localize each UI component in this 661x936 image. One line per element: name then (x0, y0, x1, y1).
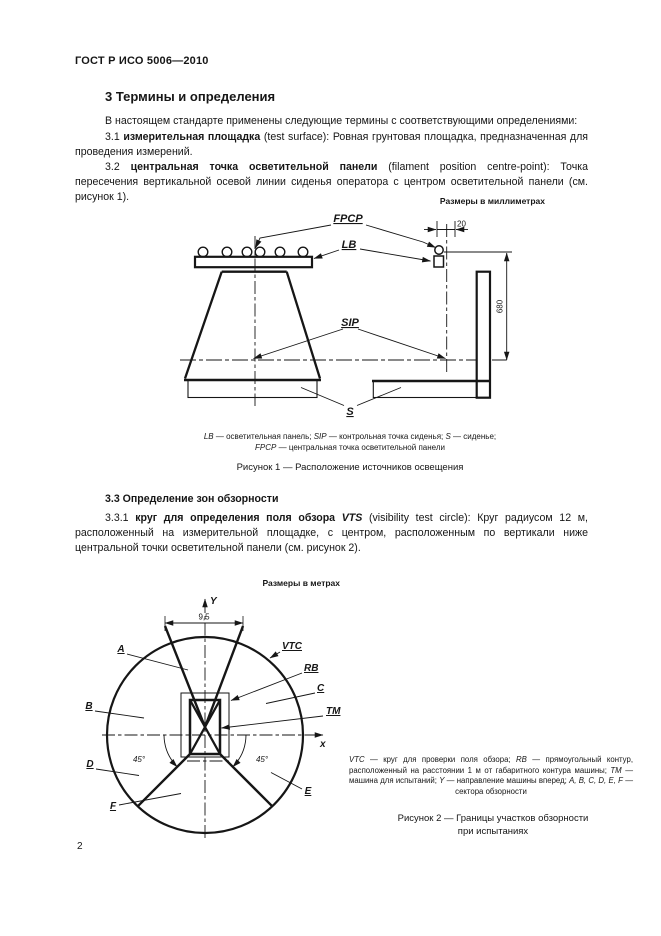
dimension-20 (424, 220, 468, 238)
fig2-units-note: Размеры в метрах (262, 578, 340, 588)
fig1-caption: Рисунок 1 — Расположение источников освещения (236, 462, 464, 473)
vtc-leader (270, 652, 280, 658)
tm-leader (222, 716, 324, 728)
sector-c-leader (266, 693, 315, 704)
fig2-caption-line1: Рисунок 2 — Границы участков обзорности (397, 813, 589, 824)
section-heading: 3 Термины и определения (105, 89, 276, 104)
fig1-legend-line2 (140, 442, 560, 453)
figure-2-drawing (70, 572, 360, 852)
fig1-legend-line1 (140, 431, 560, 442)
angle-arc-right (233, 735, 246, 767)
s-label: S (346, 406, 354, 418)
lamp-circles (198, 247, 308, 257)
legend-text: — машина для испытаний; (349, 765, 633, 785)
legend-code: FPCP (255, 443, 277, 452)
sip-leader-right (358, 329, 446, 359)
filament-point (434, 246, 444, 267)
legend-text: — сектора обзорности (455, 776, 633, 796)
fig2-caption (351, 812, 635, 838)
sector-d-leader (96, 769, 139, 776)
tm-label: TM (326, 706, 341, 717)
x-axis-label: x (320, 739, 326, 750)
fpcp-label: FPCP (333, 213, 363, 225)
sector-b-leader (95, 711, 144, 718)
s-leader-left (301, 388, 344, 406)
legend-code: Y (439, 776, 445, 785)
term-name: круг для определения поля обзора (135, 512, 342, 524)
fig1-units-note: Размеры в миллиметрах (439, 196, 545, 206)
term-name: измерительная площадка (123, 131, 261, 143)
legend-text: — круг для проверки поля обзора; (364, 755, 517, 764)
dimension-9-5 (165, 613, 243, 632)
subsection-heading: 3.3 Определение зон обзорности (105, 493, 279, 505)
legend-text: — центральная точка осветительной панели (276, 443, 445, 452)
y-axis-label: Y (210, 596, 217, 607)
legend-code: VTC (349, 755, 365, 764)
dim-9-5-value: 9,5 (198, 612, 210, 622)
legend-text: — направление машины вперед; (444, 776, 570, 785)
term-abbr: VTS (341, 512, 363, 524)
term-3-3-1 (75, 511, 588, 556)
term-definition: (test surface): Ровная грунтовая площадка, предназначенная для проведения измерений. (75, 131, 589, 158)
figure-1-drawing (140, 190, 560, 428)
legend-code: SIP (313, 432, 327, 441)
legend-code: RB (516, 755, 527, 764)
legend-text: — прямоугольный контур, расположенный на расстоянии 1 м от габаритного контура машины; (349, 755, 633, 775)
lb-leader-right (360, 249, 431, 261)
term-3-1 (75, 130, 588, 160)
term-name: центральная точка осветительной панели (130, 161, 378, 173)
legend-code: S (445, 432, 451, 441)
intro-text: В настоящем стандарте применены следующие термины с соответствующими определениями: (105, 115, 578, 127)
term-number: 3.1 (105, 131, 124, 143)
sip-leader-left (254, 329, 344, 359)
term-definition: (visibility test circle): Круг радиусом 12 м, расположенный на измерительной площадке, с центром, расположенным по вертикали ниже центральной точки осветительной панели (см. рисунок 2). (75, 512, 588, 554)
seat-backrest (477, 272, 490, 398)
angle-arc-left (164, 735, 177, 767)
legend-text: — сиденье; (450, 432, 497, 441)
sip-label: SIP (341, 317, 359, 329)
term-number: 3.3.1 (105, 512, 136, 524)
sector-f-label: F (109, 801, 117, 812)
legend-text: — контрольная точка сиденья; (326, 432, 446, 441)
sector-c-label: C (317, 683, 325, 694)
machine-body-trapezoid (185, 272, 320, 379)
s-leader-right (357, 388, 401, 406)
page-header: ГОСТ Р ИСО 5006—2010 (75, 55, 209, 67)
dim-680-value: 680 (495, 299, 505, 314)
fig1-legend (140, 431, 560, 453)
sector-e-leader (271, 773, 302, 790)
sector-e-label: E (304, 786, 312, 797)
sector-d-label: D (86, 759, 94, 770)
fig2-legend (349, 755, 633, 797)
seat-side-view (372, 272, 491, 398)
vtc-label: VTC (282, 641, 302, 652)
angle-right-value: 45° (255, 755, 269, 764)
rb-label: RB (304, 663, 319, 674)
seat-left-block (184, 380, 321, 398)
legend-code: LB (203, 432, 214, 441)
legend-code: TM (610, 765, 622, 775)
legend-text: — осветительная панель; (213, 432, 314, 441)
term-number: 3.2 (105, 161, 131, 173)
page-number: 2 (77, 841, 83, 852)
fig2-caption-line2: при испытаниях (457, 826, 529, 837)
term-definition: (filament position centre-point): Точка пересечения вертикальной осевой линии сиденья оператора с центром осветительной панели (см. рисунок 1). (75, 161, 588, 203)
sector-b-label: B (85, 701, 93, 712)
dim-20-value: 20 (457, 219, 466, 229)
legend-code: A, B, C, D, E, F (569, 776, 623, 785)
lb-label: LB (341, 239, 357, 251)
dimension-680 (496, 253, 507, 360)
lamp-board (195, 257, 312, 267)
fpcp-leader-right (366, 225, 436, 248)
fpcp-leader-left (256, 225, 332, 248)
intro-paragraph (75, 114, 588, 129)
sector-a-label: A (117, 644, 125, 655)
angle-left-value: 45° (132, 755, 146, 764)
lb-leader-left (314, 250, 339, 259)
